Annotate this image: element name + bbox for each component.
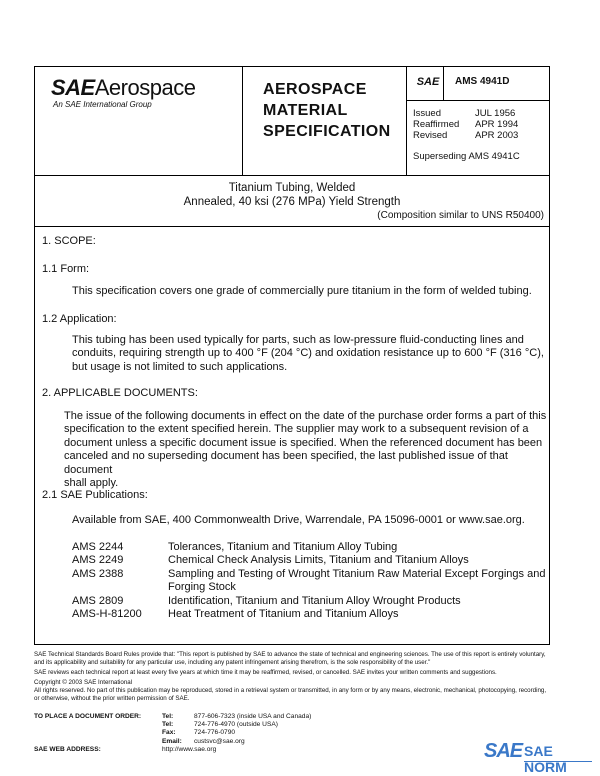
list-item [72,554,548,567]
document-title [34,181,550,221]
divider [406,100,550,101]
superseding-note: Superseding AMS 4941C [413,151,520,162]
publication-title: Heat Treatment of Titanium and Titanium Alloys [168,608,399,621]
publication-title: Identification, Titanium and Titanium Alloy Wrought Products [168,594,461,607]
title-line: MATERIAL [263,102,348,119]
list-item [72,541,548,554]
sae-aerospace-logo [51,77,241,109]
watermark-text: SAE NORM [524,743,567,775]
legal-footer [34,651,550,705]
paragraph: This specification covers one grade of commercially pure titanium in the form of welded tubing. [72,285,532,297]
logo-sae-text: SAE [51,75,95,100]
date-value: JUL 1956 [475,108,516,119]
ams-number: AMS 4941D [455,76,510,87]
publication-title: Sampling and Testing of Wrought Titanium Raw Material Except Forgings and Forging Stock [168,567,546,594]
paragraph [72,334,550,374]
publication-title: Tolerances, Titanium and Titanium Alloy Tubing [168,541,398,553]
title-line: Titanium Tubing, Welded [228,182,356,194]
sae-norm-watermark-logo [484,740,596,775]
contact-label: Tel: [162,721,174,729]
publication-id: AMS 2388 [72,567,124,580]
contact-value: 877-606-7323 (inside USA and Canada) [194,713,312,720]
divider [406,67,407,175]
divider [524,761,592,762]
date-label: Revised [413,130,448,141]
publication-id: AMS 2249 [72,554,124,567]
date-label: Reaffirmed [413,119,460,130]
logo-subtitle: An SAE International Group [53,100,152,109]
document-dates [413,108,518,141]
footer-paragraph: SAE reviews each technical report at least every five years at which time it may be reaffirmed, revised, or cancelled. SAE invites your written comments and suggestions. [34,669,497,676]
title-line: AEROSPACE [263,81,367,98]
date-row [413,119,518,130]
contact-label: Fax: [162,729,176,737]
section-heading: 1. SCOPE: [42,235,96,247]
divider [242,67,243,175]
sae-mark-logo: SAE [416,76,440,88]
order-label: TO PLACE A DOCUMENT ORDER: [34,713,142,720]
list-item [72,595,548,608]
date-value: APR 2003 [475,130,519,141]
paragraph-line: This tubing has been used typically for parts, such as low-pressure fluid-conducting lines and [72,334,524,346]
date-row [413,108,518,119]
order-contacts [34,713,394,754]
publication-id: AMS 2244 [72,541,124,553]
paragraph-line: The issue of the following documents in effect on the date of the purchase order forms a part of this [64,410,547,422]
paragraph-line: specification to the extent specified herein. The supplier may work to a subsequent revision of a [64,423,529,436]
contact-row [34,746,394,754]
web-label: SAE WEB ADDRESS: [34,745,101,753]
contact-value: 724-776-0790 [194,729,236,737]
list-item [72,608,548,621]
divider [34,176,35,644]
title-line: Annealed, 40 ksi (276 MPa) Yield Strength [183,196,401,208]
date-label: Issued [413,108,441,119]
email-link[interactable]: custsvc@sae.org [194,737,245,745]
header-frame [34,66,550,176]
contact-label: Tel: [162,713,174,720]
section-heading: 1.2 Application: [42,313,117,325]
date-value: APR 1994 [475,119,519,130]
divider [443,67,444,100]
title-line: SPECIFICATION [263,123,391,140]
contact-row [34,721,394,729]
paragraph: Available from SAE, 400 Commonwealth Drive, Warrendale, PA 15096-0001 or www.sae.org. [72,514,525,526]
composition-note: (Composition similar to UNS R50400) [377,210,544,221]
date-row [413,130,518,141]
logo-aerospace-text: Aerospace [94,75,196,100]
publication-id: AMS-H-81200 [72,608,142,621]
paragraph [64,410,550,490]
section-heading: 2.1 SAE Publications: [42,489,148,501]
section-heading: 2. APPLICABLE DOCUMENTS: [42,387,198,399]
publication-list [72,541,548,621]
list-item [72,568,548,595]
divider [34,644,550,645]
paragraph-line: shall apply. [64,477,119,490]
paragraph-line: canceled and no superseding document has been specified, the last published issue of that document [64,450,508,476]
section-heading: 1.1 Form: [42,263,90,275]
contact-value: 724-776-4970 (outside USA) [194,721,278,729]
contact-row [34,729,394,737]
divider [34,226,550,227]
contact-row [34,713,394,721]
publication-title: Chemical Check Analysis Limits, Titanium and Titanium Alloys [168,554,469,567]
contact-label: Email: [162,737,182,745]
contact-row [34,738,394,746]
copyright-text: Copyright © 2003 SAE International [34,679,133,686]
watermark-sae: SAE [484,740,523,762]
footer-paragraph: SAE Technical Standards Board Rules provide that: "This report is published by SAE to advance the state of technical and engineering sciences. The use of this report is entirely voluntary, and its applicability and suitability for any particular use, including any patent infringement arising therefrom, is the sole responsibility of the user." [34,651,546,666]
paragraph-line: conduits, requiring strength up to 400 °F (204 °C) and oxidation resistance up to 600 °F (316 °C), [72,347,544,360]
paragraph-line: but usage is not limited to such applications. [72,360,288,373]
paragraph-line: document unless a specific document issue is specified. When the referenced document has been [64,436,543,449]
document-type-title [263,79,403,142]
footer-paragraph: All rights reserved. No part of this publication may be reproduced, stored in a retrieval system or transmitted, in any form or by any means, electronic, mechanical, photocopying, recording, or otherwise, without the prior written permission of SAE. [34,687,547,702]
web-link[interactable]: http://www.sae.org [162,745,217,753]
publication-id: AMS 2809 [72,594,124,607]
